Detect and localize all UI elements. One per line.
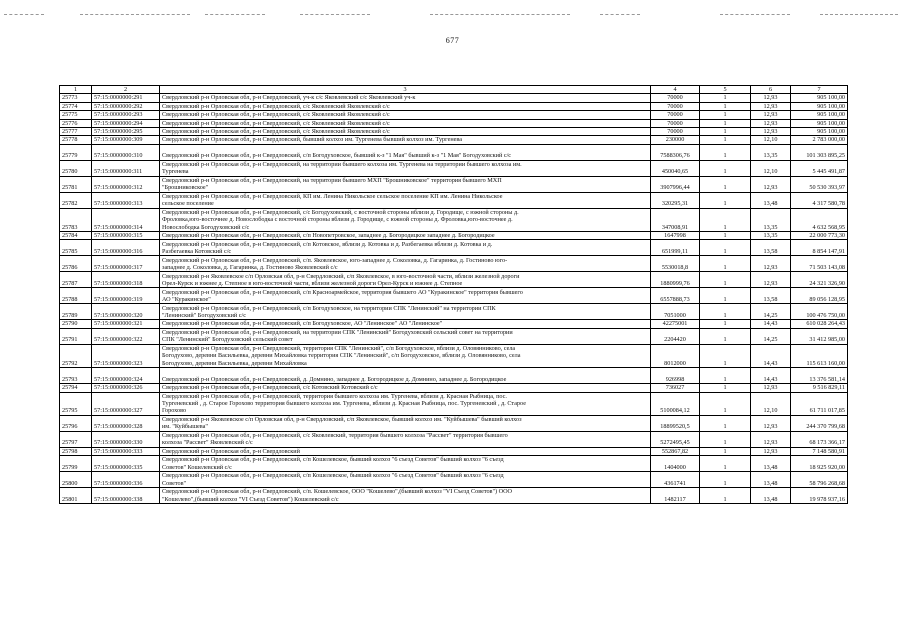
- table-row: [60, 392, 848, 415]
- count-cell: 1: [700, 447, 751, 455]
- count-cell: 1: [700, 111, 751, 119]
- address-text: Свердловский р-н Яковлевское с/п Орловская обл, р-н Свердловский, с/п Яковлевское, в юго-восточной части, вблизи железной дороги Орел-Курск и южнее д. Степное в юго-восточной части, вблизи железной дороги Орел-Курск и южнее д. Степное: [162, 272, 520, 288]
- unit-price-cell: 12,93: [751, 272, 791, 288]
- address-text: Свердловский р-н Орловская обл, р-н Свердловский, с/п Богодуховское, АО "Ленинское" АО "Ленинское": [162, 320, 443, 328]
- address-text: Свердловский р-н Орловская обл, р-н Свердловский: [162, 447, 300, 455]
- address-text: Свердловский р-н Орловская обл, р-н Свердловский, бывший колхоз им. Тургенева бывший колхоз им. Тургенева: [162, 136, 462, 144]
- unit-price-cell: 13,35: [751, 144, 791, 160]
- address-text: Свердловский р-н Орловская обл, р-н Свердловский, КП им. Ленина Никольское сельское поселение КП им. Ленина Никольское сельское поселение: [162, 193, 503, 208]
- column-header: 3: [160, 86, 651, 94]
- area-cell: 8012000: [651, 344, 700, 367]
- row-number: 25787: [60, 272, 92, 288]
- address-text: Свердловский р-н Орловская обл, р-н Свердловский, с/п Богодуховское, бывший к-з "1 Мая" бывший к-з "1 Мая" Богодуховский с/с: [162, 152, 512, 160]
- address-text: Свердловский р-н Орловская обл, р-н Свердловский, уч-к с/с Яковлевский с/с Яковлевский уч-к: [162, 94, 416, 102]
- cadastral-value-cell: 2 783 000,00: [791, 136, 848, 144]
- unit-price-cell: 12,93: [751, 256, 791, 272]
- address-cell: [160, 102, 651, 110]
- address-cell: [160, 384, 651, 392]
- cadastral-number: 57:15:0000000:316: [92, 240, 160, 256]
- address-cell: [160, 232, 651, 240]
- column-header: 7: [791, 86, 848, 94]
- table-row: [60, 272, 848, 288]
- address-cell: [160, 160, 651, 176]
- header-row: [60, 86, 848, 94]
- row-number: 25792: [60, 344, 92, 367]
- cadastral-value-cell: 89 056 128,95: [791, 288, 848, 304]
- unit-price-cell: 12,93: [751, 415, 791, 431]
- row-number: 25785: [60, 240, 92, 256]
- cadastral-value-cell: 905 100,00: [791, 102, 848, 110]
- cadastral-value-cell: 610 028 264,43: [791, 320, 848, 328]
- area-cell: 3907996,44: [651, 176, 700, 192]
- unit-price-cell: 13,48: [751, 456, 791, 472]
- address-text: Свердловский р-н Орловская обл, р-н Свердловский, с/с Богодуховский, с восточной стороны вблизи д. Городище, с южной стороны д. Фроловка,юго-восточнее д. Новослободка с восточной стороны вблизи д. Городище, с южной стороны д. Фроловка,юго-восточнее д. Новослободка Богодуховский с/с: [162, 208, 519, 231]
- unit-price-cell: 12,10: [751, 392, 791, 415]
- cadastral-value-cell: 61 711 017,85: [791, 392, 848, 415]
- table-row: [60, 288, 848, 304]
- address-text: Свердловский р-н Орловская обл, р-н Свердловский, с/п Новопетровское, западнее д. Богородицкое западнее д. Богородицкое: [162, 232, 495, 240]
- address-text: Свердловский р-н Орловская обл, р-н Свердловский, с/с Яковлевский, территория бывшего колхоза "Рассвет" территория бывшего колхоза "Рассвет" Яковлевский с/с: [162, 431, 508, 447]
- row-number: 25796: [60, 415, 92, 431]
- row-number: 25799: [60, 456, 92, 472]
- address-text: Свердловский р-н Орловская обл, р-н Свердловский, д. Домнино, западнее д. Богородицкое д. Домнино, западнее д. Богородицкое: [162, 375, 507, 383]
- cadastral-number: 57:15:0000000:315: [92, 232, 160, 240]
- area-cell: 2204420: [651, 328, 700, 344]
- cadastral-value-cell: 58 796 268,68: [791, 472, 848, 488]
- unit-price-cell: 12,93: [751, 384, 791, 392]
- area-cell: 736027: [651, 384, 700, 392]
- count-cell: 1: [700, 256, 751, 272]
- scan-artifact: [4, 14, 44, 18]
- unit-price-cell: 13,48: [751, 488, 791, 504]
- count-cell: 1: [700, 240, 751, 256]
- address-cell: [160, 328, 651, 344]
- cadastral-number: 57:15:0000000:327: [92, 392, 160, 415]
- table-row: [60, 94, 848, 102]
- cadastral-number: 57:15:0000000:292: [92, 102, 160, 110]
- unit-price-cell: 14,25: [751, 328, 791, 344]
- table-row: [60, 456, 848, 472]
- row-number: 25794: [60, 384, 92, 392]
- area-cell: 230000: [651, 136, 700, 144]
- row-number: 25789: [60, 304, 92, 320]
- area-cell: 1404000: [651, 456, 700, 472]
- count-cell: 1: [700, 431, 751, 447]
- row-number: 25784: [60, 232, 92, 240]
- area-cell: 70000: [651, 102, 700, 110]
- address-cell: [160, 488, 651, 504]
- row-number: 25774: [60, 102, 92, 110]
- address-text: Свердловский р-н Орловская обл, р-н Свердловский, территория СПК "Ленинский", с/п Богодуховское, вблизи д. Оловянниково, села Богодухово, деревни Васильевка, деревни Михайловка территория СПК "Ленинский", с/п Богодуховское, вблизи д. Оловянниково, села Богодухово, деревни Васильевка, деревни Михайловка: [162, 344, 521, 367]
- address-cell: [160, 288, 651, 304]
- count-cell: 1: [700, 392, 751, 415]
- cadastral-number: 57:15:0000000:318: [92, 272, 160, 288]
- address-text: Свердловский р-н Яковлевское с/п Орловская обл, р-н Свердловский, с/п Яковлевское, бывший колхоз им. "Куйбышева" бывший колхоз им. "Куйбышева": [162, 415, 522, 431]
- unit-price-cell: 12,10: [751, 160, 791, 176]
- table-row: [60, 431, 848, 447]
- unit-price-cell: 14,43: [751, 320, 791, 328]
- address-cell: [160, 415, 651, 431]
- unit-price-cell: 12,93: [751, 119, 791, 127]
- address-text: Свердловский р-н Орловская обл, р-н Свердловский, с/п Кошелевское, бывший колхоз "6 съезд Советов" бывший колхоз "6 съезд Советов": [162, 472, 504, 487]
- table-row: [60, 447, 848, 455]
- cadastral-number: 57:15:0000000:295: [92, 128, 160, 136]
- cadastral-number: 57:15:0000000:338: [92, 488, 160, 504]
- cadastral-number: 57:15:0000000:293: [92, 111, 160, 119]
- address-cell: [160, 128, 651, 136]
- address-cell: [160, 272, 651, 288]
- cadastral-value-cell: 115 613 160,00: [791, 344, 848, 367]
- row-number: 25773: [60, 94, 92, 102]
- unit-price-cell: 14,25: [751, 304, 791, 320]
- address-cell: [160, 320, 651, 328]
- address-text: Свердловский р-н Орловская обл, р-н Свердловский, с/п Красноармейское, территория бывшего АО "Куракинское" территория бывшего АО "Куракинское": [162, 288, 523, 304]
- row-number: 25780: [60, 160, 92, 176]
- area-cell: 450040,65: [651, 160, 700, 176]
- cadastral-number: 57:15:0000000:328: [92, 415, 160, 431]
- address-cell: [160, 119, 651, 127]
- address-text: Свердловский р-н Орловская обл, р-н Свердловский, с/п Богодуховское, на территории СПК "Ленинский" на территории СПК "Ленинский" Богодуховский с/с: [162, 304, 496, 320]
- unit-price-cell: 12,93: [751, 111, 791, 119]
- area-cell: 320295,31: [651, 192, 700, 208]
- row-number: 25775: [60, 111, 92, 119]
- address-text: Свердловский р-н Орловская обл, р-н Свердловский, территория бывшего колхоза им. Тургенева, вблизи д. Красная Рыбница, пос. Тургеневский , д. Старое Горохово территория бывшего колхоза им. Тургенева, вблизи д. Красная Рыбница, пос. Тургеневский , д. Старое Горохово: [162, 392, 526, 415]
- address-cell: [160, 192, 651, 208]
- count-cell: 1: [700, 119, 751, 127]
- row-number: 25790: [60, 320, 92, 328]
- address-cell: [160, 456, 651, 472]
- address-text: Свердловский р-н Орловская обл, р-н Свердловский, с/п. Яковлевское, юго-западнее д. Соколовка, д. Гагаринка, д. Гостиново юго- западнее д. Соколовка, д. Гагаринка, д. Гостиново Яковлевский с/с: [162, 256, 508, 272]
- unit-price-cell: 12,93: [751, 94, 791, 102]
- cadastral-value-cell: 4 632 568,95: [791, 208, 848, 231]
- table-row: [60, 320, 848, 328]
- count-cell: 1: [700, 176, 751, 192]
- cadastral-number: 57:15:0000000:314: [92, 208, 160, 231]
- area-cell: 1647998: [651, 232, 700, 240]
- unit-price-cell: 13,58: [751, 240, 791, 256]
- row-number: 25788: [60, 288, 92, 304]
- area-cell: 651999,11: [651, 240, 700, 256]
- count-cell: 1: [700, 272, 751, 288]
- cadastral-value-cell: 7 148 580,91: [791, 447, 848, 455]
- count-cell: 1: [700, 368, 751, 384]
- count-cell: 1: [700, 192, 751, 208]
- cadastral-value-cell: 4 317 580,78: [791, 192, 848, 208]
- unit-price-cell: 13,35: [751, 232, 791, 240]
- table-row: [60, 136, 848, 144]
- cadastral-number: 57:15:0000000:321: [92, 320, 160, 328]
- cadastral-number: 57:15:0000000:333: [92, 447, 160, 455]
- cadastral-number: 57:15:0000000:330: [92, 431, 160, 447]
- cadastral-value-cell: 71 503 143,08: [791, 256, 848, 272]
- count-cell: 1: [700, 488, 751, 504]
- table-row: [60, 208, 848, 231]
- address-cell: [160, 447, 651, 455]
- row-number: 25776: [60, 119, 92, 127]
- count-cell: 1: [700, 304, 751, 320]
- cadastral-value-cell: 905 100,00: [791, 119, 848, 127]
- address-cell: [160, 392, 651, 415]
- table-row: [60, 472, 848, 488]
- area-cell: 70000: [651, 94, 700, 102]
- table-row: [60, 304, 848, 320]
- address-text: Свердловский р-н Орловская обл, р-н Свердловский, с/с Яковлевский Яковлевский с/с: [162, 128, 390, 136]
- cadastral-number: 57:15:0000000:309: [92, 136, 160, 144]
- cadastral-number: 57:15:0000000:335: [92, 456, 160, 472]
- count-cell: 1: [700, 415, 751, 431]
- cadastral-number: 57:15:0000000:294: [92, 119, 160, 127]
- cadastral-value-cell: 9 516 829,11: [791, 384, 848, 392]
- area-cell: 347008,91: [651, 208, 700, 231]
- unit-price-cell: 14,43: [751, 344, 791, 367]
- count-cell: 1: [700, 160, 751, 176]
- cadastral-value-cell: 18 925 920,00: [791, 456, 848, 472]
- area-cell: 4361741: [651, 472, 700, 488]
- unit-price-cell: 13,48: [751, 472, 791, 488]
- cadastral-value-cell: 8 854 147,91: [791, 240, 848, 256]
- area-cell: 5530018,8: [651, 256, 700, 272]
- row-number: 25795: [60, 392, 92, 415]
- address-cell: [160, 136, 651, 144]
- cadastral-value-cell: 244 370 799,68: [791, 415, 848, 431]
- count-cell: 1: [700, 288, 751, 304]
- cadastral-number: 57:15:0000000:322: [92, 328, 160, 344]
- table-row: [60, 488, 848, 504]
- count-cell: 1: [700, 208, 751, 231]
- count-cell: 1: [700, 320, 751, 328]
- scan-artifact: [430, 14, 570, 18]
- count-cell: 1: [700, 456, 751, 472]
- cadastral-number: 57:15:0000000:311: [92, 160, 160, 176]
- row-number: 25782: [60, 192, 92, 208]
- address-cell: [160, 472, 651, 488]
- table-row: [60, 176, 848, 192]
- address-cell: [160, 344, 651, 367]
- table-row: [60, 368, 848, 384]
- area-cell: 70000: [651, 128, 700, 136]
- row-number: 25793: [60, 368, 92, 384]
- cadastral-value-cell: 905 100,00: [791, 111, 848, 119]
- cadastral-value-cell: 905 100,00: [791, 94, 848, 102]
- count-cell: 1: [700, 94, 751, 102]
- cadastral-number: 57:15:0000000:336: [92, 472, 160, 488]
- unit-price-cell: 13,48: [751, 192, 791, 208]
- address-text: Свердловский р-н Орловская обл, р-н Свердловский, с/с Яковлевский Яковлевский с/с: [162, 119, 390, 127]
- unit-price-cell: 13,58: [751, 288, 791, 304]
- table-row: [60, 328, 848, 344]
- address-cell: [160, 111, 651, 119]
- table-row: [60, 111, 848, 119]
- area-cell: 552867,82: [651, 447, 700, 455]
- address-cell: [160, 144, 651, 160]
- table-row: [60, 415, 848, 431]
- row-number: 25800: [60, 472, 92, 488]
- unit-price-cell: 12,93: [751, 102, 791, 110]
- table-row: [60, 119, 848, 127]
- address-cell: [160, 368, 651, 384]
- address-text: Свердловский р-н Орловская обл, р-н Свердловский, с/с Яковлевский Яковлевский с/с: [162, 111, 390, 119]
- area-cell: 1880999,76: [651, 272, 700, 288]
- address-text: Свердловский р-н Орловская обл, р-н Свердловский, с/с Котовский Котовский с/с: [162, 384, 378, 392]
- unit-price-cell: 12,93: [751, 431, 791, 447]
- cadastral-number: 57:15:0000000:310: [92, 144, 160, 160]
- unit-price-cell: 12,93: [751, 128, 791, 136]
- column-header: 4: [651, 86, 700, 94]
- cadastral-number: 57:15:0000000:317: [92, 256, 160, 272]
- count-cell: 1: [700, 136, 751, 144]
- scan-artifact: [720, 14, 790, 18]
- table-row: [60, 192, 848, 208]
- row-number: 25779: [60, 144, 92, 160]
- row-number: 25778: [60, 136, 92, 144]
- count-cell: 1: [700, 128, 751, 136]
- count-cell: 1: [700, 472, 751, 488]
- area-cell: 7051000: [651, 304, 700, 320]
- cadastral-number: 57:15:0000000:319: [92, 288, 160, 304]
- table-row: [60, 344, 848, 367]
- unit-price-cell: 14,43: [751, 368, 791, 384]
- cadastral-number: 57:15:0000000:291: [92, 94, 160, 102]
- land-registry-table: [59, 85, 848, 504]
- unit-price-cell: 12,93: [751, 176, 791, 192]
- unit-price-cell: 12,10: [751, 136, 791, 144]
- area-cell: 42275001: [651, 320, 700, 328]
- area-cell: 5100084,12: [651, 392, 700, 415]
- scan-artifact: [300, 14, 370, 18]
- cadastral-value-cell: 905 100,00: [791, 128, 848, 136]
- address-text: Свердловский р-н Орловская обл, р-н Свердловский, на территории бывшего колхоза им. Тургенева на территории бывшего колхоза им. Тургенева: [162, 161, 522, 176]
- address-cell: [160, 208, 651, 231]
- table-row: [60, 232, 848, 240]
- cadastral-value-cell: 5 445 491,87: [791, 160, 848, 176]
- count-cell: 1: [700, 328, 751, 344]
- row-number: 25781: [60, 176, 92, 192]
- cadastral-number: 57:15:0000000:326: [92, 384, 160, 392]
- area-cell: 18899520,5: [651, 415, 700, 431]
- area-cell: 1482117: [651, 488, 700, 504]
- cadastral-value-cell: 100 476 750,00: [791, 304, 848, 320]
- count-cell: 1: [700, 344, 751, 367]
- address-text: Свердловский р-н Орловская обл, р-н Свердловский, на территории СПК "Ленинский" Богодуховский сельский совет на территории СПК "Ленинский" Богодуховский сельский совет: [162, 329, 513, 344]
- address-cell: [160, 304, 651, 320]
- address-cell: [160, 176, 651, 192]
- count-cell: 1: [700, 384, 751, 392]
- scan-artifact: [820, 14, 898, 18]
- table-row: [60, 384, 848, 392]
- address-cell: [160, 256, 651, 272]
- area-cell: 7588306,76: [651, 144, 700, 160]
- cadastral-value-cell: 68 173 366,17: [791, 431, 848, 447]
- cadastral-number: 57:15:0000000:323: [92, 344, 160, 367]
- row-number: 25786: [60, 256, 92, 272]
- cadastral-number: 57:15:0000000:324: [92, 368, 160, 384]
- row-number: 25791: [60, 328, 92, 344]
- cadastral-value-cell: 24 321 326,90: [791, 272, 848, 288]
- scan-artifact: [205, 14, 265, 18]
- scan-artifact: [600, 14, 640, 18]
- row-number: 25783: [60, 208, 92, 231]
- table-row: [60, 102, 848, 110]
- area-cell: 926998: [651, 368, 700, 384]
- table-row: [60, 256, 848, 272]
- count-cell: 1: [700, 232, 751, 240]
- area-cell: 6557888,73: [651, 288, 700, 304]
- scan-artifact: [80, 14, 190, 18]
- cadastral-value-cell: 31 412 985,00: [791, 328, 848, 344]
- unit-price-cell: 13,35: [751, 208, 791, 231]
- cadastral-number: 57:15:0000000:320: [92, 304, 160, 320]
- cadastral-value-cell: 50 530 393,97: [791, 176, 848, 192]
- address-text: Свердловский р-н Орловская обл, р-н Свердловский, с/с Яковлевский Яковлевский с/с: [162, 102, 390, 110]
- address-text: Свердловский р-н Орловская обл, р-н Свердловский, с/п. Кошелевское, ООО "Кошелево",(бывший колхоз "VI Съезд Советов") ООО "Кошелево",(бывший колхоз "VI Съезд Советов") Кошелевский с/с: [162, 488, 512, 503]
- area-cell: 70000: [651, 119, 700, 127]
- row-number: 25801: [60, 488, 92, 504]
- address-text: Свердловский р-н Орловская обл, р-н Свердловский, с/п Котовское, вблизи д. Котовка и д. Разбегаевка вблизи д. Котовка и д. Разбегаевка Котовский с/с: [162, 240, 493, 256]
- table-row: [60, 160, 848, 176]
- unit-price-cell: 12,93: [751, 447, 791, 455]
- column-header: 1: [60, 86, 92, 94]
- count-cell: 1: [700, 102, 751, 110]
- row-number: 25798: [60, 447, 92, 455]
- cadastral-value-cell: 19 978 937,16: [791, 488, 848, 504]
- column-header: 2: [92, 86, 160, 94]
- column-header: 6: [751, 86, 791, 94]
- count-cell: 1: [700, 144, 751, 160]
- address-cell: [160, 94, 651, 102]
- table-row: [60, 240, 848, 256]
- column-header: 5: [700, 86, 751, 94]
- cadastral-value-cell: 13 376 581,14: [791, 368, 848, 384]
- cadastral-number: 57:15:0000000:313: [92, 192, 160, 208]
- cadastral-number: 57:15:0000000:312: [92, 176, 160, 192]
- cadastral-value-cell: 22 000 773,30: [791, 232, 848, 240]
- address-cell: [160, 240, 651, 256]
- cadastral-value-cell: 101 303 895,25: [791, 144, 848, 160]
- page-number: 677: [445, 36, 460, 45]
- row-number: 25797: [60, 431, 92, 447]
- address-text: Свердловский р-н Орловская обл, р-н Свердловский, на территории бывшего МХП "Брошниковское" территория бывшего МХП "Брошниковское": [162, 177, 502, 192]
- area-cell: 5272495,45: [651, 431, 700, 447]
- row-number: 25777: [60, 128, 92, 136]
- address-text: Свердловский р-н Орловская обл, р-н Свердловский, с/п Кошелевское, бывший колхоз "6 съезд Советов" бывший колхоз "6 съезд Советов" Кошелевский с/с: [162, 456, 504, 471]
- table-row: [60, 128, 848, 136]
- area-cell: 70000: [651, 111, 700, 119]
- address-cell: [160, 431, 651, 447]
- table-row: [60, 144, 848, 160]
